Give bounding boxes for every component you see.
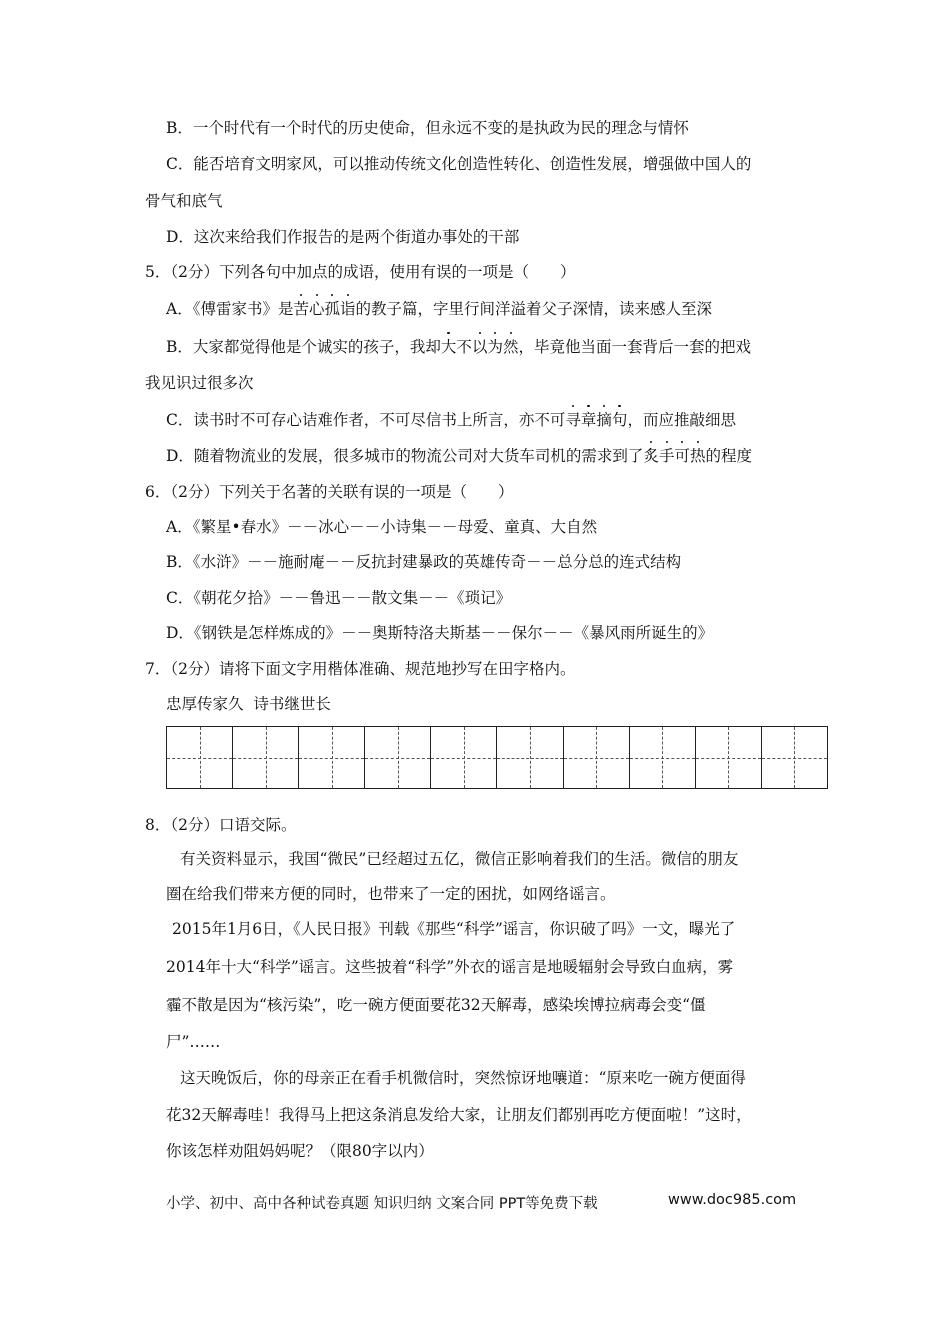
q8-stem: 8．（2分）口语交际。	[145, 816, 297, 834]
q8-para1-line1: 有关资料显示，我国“微民”已经超过五亿，微信正影响着我们的生活。微信的朋友	[180, 850, 739, 868]
q8-para2-line2: 2014年十大“科学”谣言。这些披着“科学”外衣的谣言是地暖辐射会导致白血病，雾	[166, 958, 734, 976]
q6-option-b: B．《水浒》－－施耐庵－－反抗封建暴政的英雄传奇－－总分总的连式结构	[166, 553, 682, 571]
q5-option-c	[166, 410, 736, 430]
q8-para2-line1: 2015年1月6日，《人民日报》刊载《那些“科学”谣言，你识破了吗》一文，曝光了	[172, 920, 736, 938]
grid-cell[interactable]	[497, 727, 563, 788]
grid-cell[interactable]	[299, 727, 365, 788]
grid-cell[interactable]	[365, 727, 431, 788]
grid-cell[interactable]	[762, 727, 827, 788]
q5-option-d	[166, 446, 752, 466]
grid-cell[interactable]	[167, 727, 233, 788]
grid-cell[interactable]	[564, 727, 630, 788]
q5-option-b	[166, 337, 751, 357]
q8-para3-line2: 花32天解毒哇！我得马上把这条消息发给大家，让朋友们都别再吃方便面啦！”这时，	[166, 1106, 752, 1124]
footer-website-link[interactable]: www.doc985.com	[668, 1192, 797, 1208]
q8-para1-line2: 圈在给我们带来方便的同时，也带来了一定的困扰，如网络谣言。	[166, 885, 616, 903]
q5-option-b-line2: 我见识过很多次	[145, 374, 254, 392]
tianzige-grid[interactable]	[166, 726, 828, 789]
q4-option-c-line2: 骨气和底气	[145, 192, 223, 210]
q7-stem: 7．（2分）请将下面文字用楷体准确、规范地抄写在田字格内。	[145, 660, 576, 678]
q8-para3-line3: 你该怎样劝阻妈妈呢？（限80字以内）	[166, 1142, 434, 1160]
q5-d-post: 的程度	[705, 447, 753, 465]
q5-c-pre: C．读书时不可存心诘难作者，不可尽信书上所言，亦不可	[166, 411, 566, 429]
q5-c-idiom: 寻章摘句	[565, 411, 628, 429]
q5-stem: 5．（2分）下列各句中加点的成语，使用有误的一项是（ ）	[145, 263, 576, 281]
q4-option-d: D．这次来给我们作报告的是两个街道办事处的干部	[166, 228, 520, 246]
q5-c-post: ，而应推敲细思	[627, 411, 736, 429]
q5-a-idiom: 苦心孤诣	[293, 300, 356, 318]
q5-option-a	[166, 299, 712, 319]
q5-b-idiom: 大不以为然	[440, 338, 519, 356]
q5-d-pre: D．随着物流业的发展，很多城市的物流公司对大货车司机的需求到了	[166, 447, 644, 465]
grid-cell[interactable]	[630, 727, 696, 788]
footer-promo-text: 小学、初中、高中各种试卷真题 知识归纳 文案合同 PPT等免费下载	[166, 1196, 598, 1212]
grid-cell[interactable]	[696, 727, 762, 788]
q8-para2-line4: 尸”……	[166, 1033, 221, 1051]
grid-cell[interactable]	[233, 727, 299, 788]
q5-a-pre: A．《傅雷家书》是	[166, 300, 294, 318]
q4-option-b: B．一个时代有一个时代的历史使命，但永远不变的是执政为民的理念与情怀	[166, 119, 689, 137]
q6-option-c: C．《朝花夕拾》－－鲁迅－－散文集－－《琐记》	[166, 589, 512, 607]
q5-a-post: 的教子篇，字里行间洋溢着父子深情，读来感人至深	[355, 300, 713, 318]
q8-para2-line3: 霾不散是因为“核污染”，吃一碗方便面要花32天解毒，感染埃博拉病毒会变“僵	[166, 996, 706, 1014]
q5-b-pre: B．大家都觉得他是个诚实的孩子，我却	[166, 338, 441, 356]
q7-copy-text: 忠厚传家久 诗书继世长	[166, 695, 331, 713]
q8-para3-line1: 这天晚饭后，你的母亲正在看手机微信时，突然惊讶地嚷道：“原来吃一碗方便面得	[180, 1069, 746, 1087]
q6-option-d: D．《钢铁是怎样炼成的》－－奥斯特洛夫斯基－－保尔－－《暴风雨所诞生的》	[166, 624, 714, 642]
grid-cell[interactable]	[431, 727, 497, 788]
q6-option-a: A．《繁星•春水》－－冰心－－小诗集－－母爱、童真、大自然	[166, 518, 598, 536]
q5-b-post: ，毕竟他当面一套背后一套的把戏	[518, 338, 751, 356]
q6-stem: 6．（2分）下列关于名著的关联有误的一项是（ ）	[145, 483, 514, 501]
q4-option-c-line1: C．能否培育文明家风，可以推动传统文化创造性转化、创造性发展，增强做中国人的	[166, 155, 752, 173]
q5-d-idiom: 炙手可热	[643, 447, 706, 465]
